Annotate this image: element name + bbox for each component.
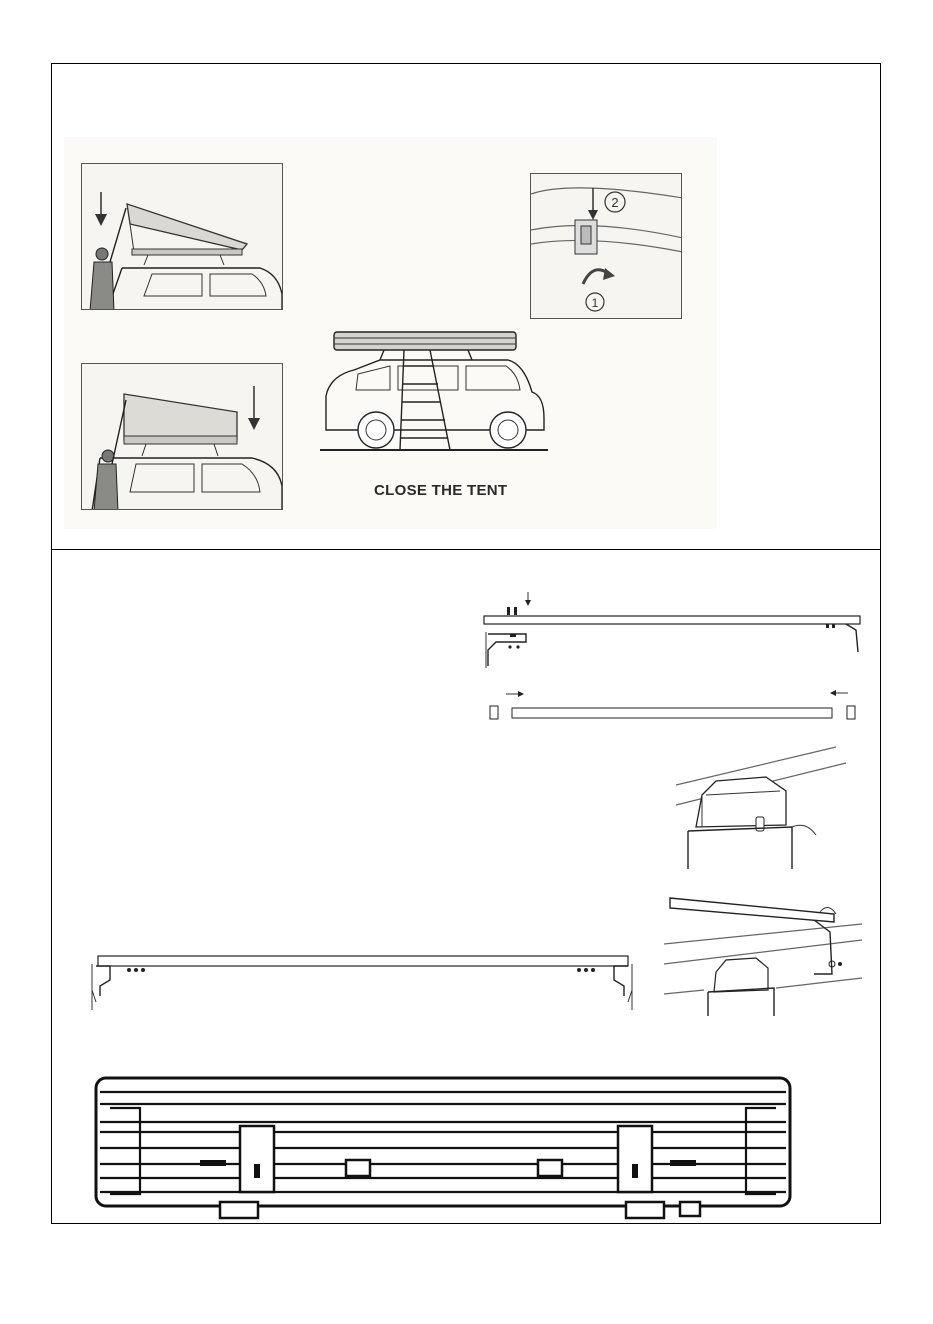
crossbar-endcap-diagram — [486, 688, 860, 722]
crossbar-bracket-diagram — [470, 590, 866, 670]
pull-lid-front-illustration — [82, 164, 283, 310]
close-tent-caption: CLOSE THE TENT — [374, 482, 508, 499]
latch-step-one: 1 — [591, 296, 599, 310]
latch-closeup-illustration — [531, 174, 682, 319]
step-pull-lid-back — [81, 363, 283, 510]
rail-foot-closeup-2 — [664, 894, 862, 1016]
latch-step-two: 2 — [611, 195, 619, 210]
section-divider — [51, 549, 881, 550]
tent-base-top-view — [90, 1074, 798, 1222]
pull-lid-back-illustration — [82, 364, 283, 510]
latch-closeup — [530, 173, 682, 319]
step-pull-lid-front — [81, 163, 283, 310]
full-crossbar-diagram — [84, 950, 640, 1012]
closed-tent-car-illustration — [318, 326, 548, 454]
rail-foot-closeup-1 — [676, 745, 860, 869]
